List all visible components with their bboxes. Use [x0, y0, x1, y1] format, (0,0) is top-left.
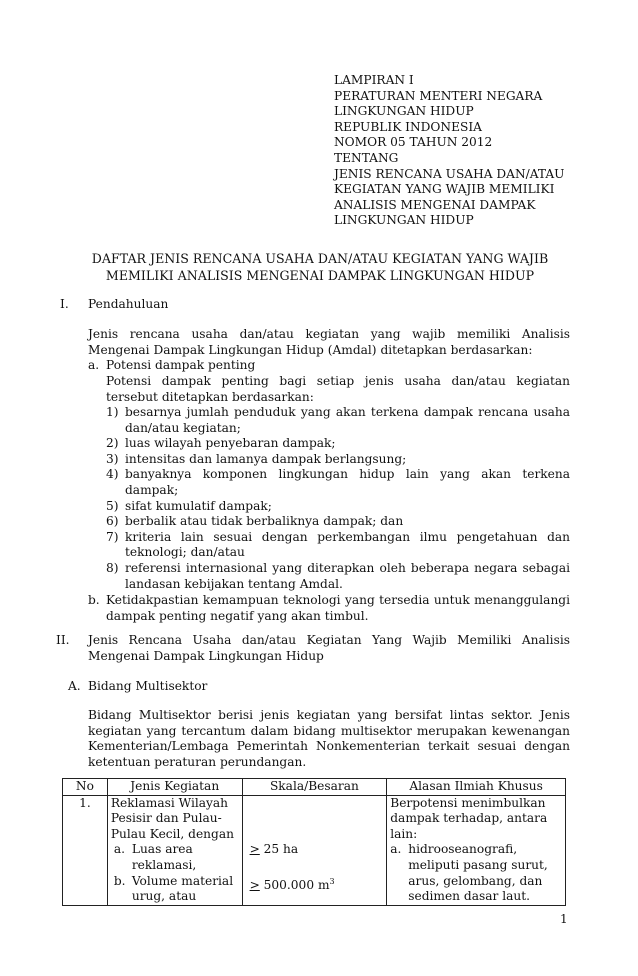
list-item [106, 499, 570, 515]
cell-line: hidrooseanografi, [408, 842, 518, 857]
subsection-heading: Bidang Multisektor [88, 679, 208, 693]
section-heading [88, 633, 570, 664]
header-line: JENIS RENCANA USAHA DAN/ATAU [334, 166, 565, 181]
header-line: ANALISIS MENGENAI DAMPAK [334, 197, 536, 212]
cell-line: Berpotensi menimbulkan [390, 795, 546, 810]
document-title [60, 250, 580, 284]
item-text: sifat kumulatif dampak; [125, 498, 272, 513]
item-text: intensitas dan lamanya dampak berlangsung; [125, 451, 407, 466]
heading-line: Mengenai Dampak Lingkungan Hidup [88, 648, 324, 663]
cell-line: arus, gelombang, dan [408, 873, 543, 888]
cell-line: > 25 ha [249, 842, 299, 857]
item-text: dampak; [125, 482, 179, 497]
title-line: DAFTAR JENIS RENCANA USAHA DAN/ATAU KEGIATAN YANG WAJIB [91, 251, 549, 266]
paragraph-line: dampak penting negatif yang akan timbul. [106, 608, 369, 623]
subsection-text [106, 593, 570, 624]
cell-line: reklamasi, [131, 857, 197, 872]
cell-subitem [111, 874, 239, 905]
subitem-label: b. [113, 873, 126, 888]
list-number: 3) [106, 451, 119, 466]
paragraph-line: Jenis rencana usaha dan/atau kegiatan yang wajib memiliki Analisis [88, 327, 570, 341]
section-intro [88, 327, 570, 358]
appendix-header [334, 73, 594, 229]
list-item [106, 452, 570, 468]
item-text: referensi internasional yang diterapkan oleh beberapa negara sebagai [125, 560, 570, 575]
list-item [106, 467, 570, 498]
paragraph-line: tersebut ditetapkan berdasarkan: [106, 389, 314, 404]
list-number: 2) [106, 436, 119, 451]
header-line: NOMOR 05 TAHUN 2012 [334, 135, 493, 150]
header-line: PERATURAN MENTERI NEGARA [334, 88, 543, 103]
header-line: LINGKUNGAN HIDUP [334, 213, 474, 228]
header-line: KEGIATAN YANG WAJIB MEMILIKI [334, 182, 555, 197]
cell-line: Volume material [131, 873, 234, 888]
paragraph-line: Kementerian/Lembaga Pemerintah Nonkementerian terkait sesuai dengan [88, 739, 570, 754]
cell-line: urug, atau [131, 889, 197, 904]
title-line: MEMILIKI ANALISIS MENGENAI DAMPAK LINGKUNGAN HIDUP [105, 268, 535, 283]
paragraph-line: Potensi dampak penting bagi setiap jenis usaha dan/atau kegiatan [106, 374, 570, 388]
item-text: banyaknya komponen lingkungan hidup lain yang akan terkena [125, 467, 570, 482]
list-number: 7) [106, 529, 119, 544]
paragraph-line: Ketidakpastian kemampuan teknologi yang tersedia untuk menanggulangi [106, 593, 570, 607]
paragraph-line: Bidang Multisektor berisi jenis kegiatan yang bersifat lintas sektor. Jenis [88, 708, 570, 722]
paragraph-line: ketentuan peraturan perundangan. [88, 754, 307, 769]
list-item [106, 530, 570, 561]
subsection-text [106, 374, 570, 405]
list-item [106, 436, 570, 452]
cell-line: Reklamasi Wilayah [110, 795, 229, 810]
table-header-row [63, 779, 566, 796]
list-number: 8) [106, 560, 119, 575]
subsection-heading: Potensi dampak penting [106, 358, 256, 372]
cell-line: meliputi pasang surut, [408, 857, 548, 872]
row-number: 1. [63, 795, 108, 905]
list-number: 1) [106, 405, 119, 419]
subsection-label: A. [68, 679, 81, 693]
column-header-no: No [63, 779, 108, 796]
list-number: 5) [106, 498, 119, 513]
section-number: I. [60, 297, 69, 311]
column-header-skala: Skala/Besaran [242, 779, 387, 796]
subitem-label: a. [390, 842, 402, 857]
cell-skala-besaran [242, 795, 387, 905]
cell-line: Luas area [131, 842, 193, 857]
list-label: b. [88, 593, 100, 607]
cell-line: sedimen dasar laut. [408, 889, 530, 904]
cell-line [246, 874, 384, 894]
subsection-text [88, 708, 570, 770]
header-line: REPUBLIK INDONESIA [334, 119, 482, 134]
item-text: kriteria lain sesuai dengan perkembangan ilmu pengetahuan dan [125, 529, 570, 544]
item-text: landasan kebijakan tentang Amdal. [125, 576, 343, 591]
heading-line: Jenis Rencana Usaha dan/atau Kegiatan Yang Wajib Memiliki Analisis [88, 633, 570, 647]
cell-subitem [111, 842, 239, 873]
cell-line: Pesisir dan Pulau- [110, 811, 222, 826]
section-number: II. [56, 633, 70, 647]
item-text: teknologi; dan/atau [125, 545, 245, 560]
cell-alasan-ilmiah [387, 795, 566, 905]
header-line: TENTANG [334, 150, 399, 165]
column-header-jenis: Jenis Kegiatan [107, 779, 242, 796]
list-number: 4) [106, 467, 119, 482]
cell-line: lain: [390, 826, 418, 841]
criteria-list [106, 405, 570, 592]
paragraph-line: kegiatan yang tercantum dalam bidang multisektor merupakan kewenangan [88, 723, 570, 738]
cell-subitem [390, 842, 562, 904]
list-item [106, 514, 570, 530]
subitem-label: a. [113, 842, 125, 857]
activity-table [62, 778, 566, 906]
cell-line: Pulau Kecil, dengan [110, 826, 234, 841]
page-number: 1 [560, 912, 568, 926]
table-row [63, 795, 566, 905]
paragraph-line: Mengenai Dampak Lingkungan Hidup (Amdal) ditetapkan berdasarkan: [88, 342, 533, 357]
item-text: dan/atau kegiatan; [125, 420, 241, 435]
item-text: luas wilayah penyebaran dampak; [125, 436, 336, 451]
skala-value: > 500.000 m [249, 877, 330, 892]
section-heading: Pendahuluan [88, 297, 169, 311]
item-text: berbalik atau tidak berbaliknya dampak; dan [125, 514, 404, 529]
unit-superscript: 3 [329, 876, 335, 886]
list-number: 6) [106, 514, 119, 529]
cell-line: dampak terhadap, antara [390, 811, 548, 826]
cell-jenis-kegiatan [107, 795, 242, 905]
item-text: besarnya jumlah penduduk yang akan terkena dampak rencana usaha [125, 405, 570, 419]
column-header-alasan: Alasan Ilmiah Khusus [387, 779, 566, 796]
list-item [106, 405, 570, 436]
header-line: LINGKUNGAN HIDUP [334, 104, 474, 119]
list-item [106, 561, 570, 592]
list-label: a. [88, 358, 100, 372]
header-line: LAMPIRAN I [334, 73, 414, 87]
